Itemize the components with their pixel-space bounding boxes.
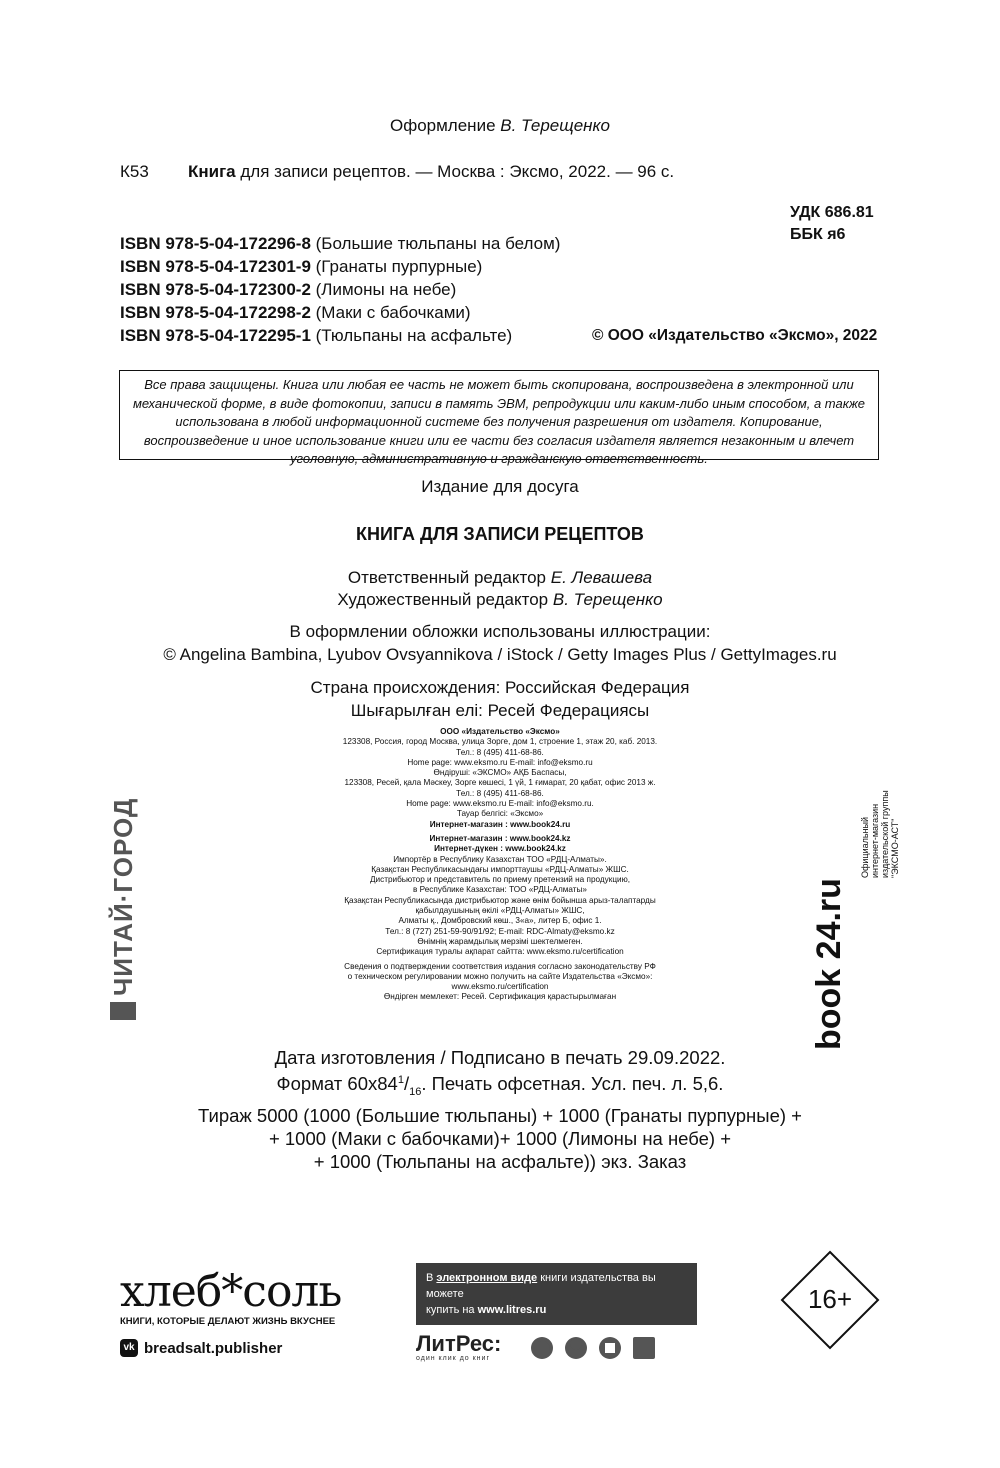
android-icon xyxy=(565,1337,587,1359)
editor-line: Художественный редактор В. Терещенко xyxy=(337,590,663,609)
publisher-info-line: 123308, Ресей, қала Мәскеу, Зорге көшесі, 1 үй, 1 ғимарат, 20 қабат, офис 2013 ж. xyxy=(344,778,656,788)
copyright: © ООО «Издательство «Эксмо», 2022 xyxy=(592,327,878,344)
chitai-gorod-mark-icon xyxy=(110,1002,136,1020)
publisher-info-line: Алматы қ., Домбровский көш., 3«а», литер Б, офис 1. xyxy=(398,916,602,926)
publisher-info-line: Қазақстан Республикасында дистрибьютор және өнім бойынша арыз-талаптарды xyxy=(344,895,656,905)
litres-slogan: один клик до книг xyxy=(416,1355,491,1362)
publisher-info-line: о техническом регулировании можно получить на сайте Издательства «Эксмо»: xyxy=(347,971,653,981)
isbn-line: ISBN 978-5-04-172298-2 (Маки с бабочками) xyxy=(120,303,471,322)
publisher-info-line: Өнімнің жарамдылық мерзімі шектелмеген. xyxy=(417,936,583,946)
publisher-info-line: 123308, Россия, город Москва, улица Зорге, дом 1, строение 1, этаж 20, каб. 2013. xyxy=(342,737,658,747)
book24-logo: book 24.ru xyxy=(810,878,848,1050)
publisher-info-line: Home page: www.eksmo.ru E-mail: info@eksmo.ru. xyxy=(406,799,594,809)
rights-notice: Все права защищены. Книга или любая ее часть не может быть скопирована, воспроизведена в электронной или механической форме, в виде фотокопии, записи в память ЭВМ, репродукции или каким-либо иным способом, а также использована в любой информационной системе без получения разрешения от издателя. Копирование, воспроизведение и иное использование книги или ее части без согласия издателя является незаконным и влечет уголовную, административную и гражданскую ответственность. xyxy=(119,370,879,460)
vk-link[interactable]: vk breadsalt.publisher xyxy=(120,1339,341,1357)
windows-phone-icon xyxy=(599,1337,621,1359)
chitai-gorod-logo: ЧИТАЙ·ГОРОД xyxy=(103,760,143,1020)
publisher-info-line: ООО «Издательство «Эксмо» xyxy=(440,727,560,736)
khleb-sol-logo xyxy=(120,1266,342,1357)
isbn-line: ISBN 978-5-04-172301-9 (Гранаты пурпурные) xyxy=(120,257,483,276)
age-rating-badge: 16+ xyxy=(780,1250,880,1350)
brand-name: хлеб*соль xyxy=(120,1266,342,1317)
publisher-info-line: в Республике Казахстан: ТОО «РДЦ-Алматы» xyxy=(413,885,587,895)
format-line: Формат $60х84^1/_{16}$. Печать офсетная. Усл. печ. л. 5,6. xyxy=(276,1073,724,1098)
book24-note: Официальный интернет-магазин издательской группы "ЭКСМО-АСТ" xyxy=(860,790,900,878)
editor-line: Ответственный редактор Е. Левашева xyxy=(347,568,653,587)
isbn-line: ISBN 978-5-04-172300-2 (Лимоны на небе) xyxy=(120,280,457,299)
edition-type: Издание для досуга xyxy=(421,477,579,496)
publisher-block-3 xyxy=(300,962,700,1003)
publisher-info-line: Импортёр в Республику Казахстан ТОО «РДЦ-Алматы». xyxy=(393,854,607,864)
publisher-info-line: Интернет-дүкен : www.book24.kz xyxy=(434,844,566,854)
isbn-line: ISBN 978-5-04-172296-8 (Большие тюльпаны на белом) xyxy=(120,234,561,253)
publisher-info-line: Өндіруші: «ЭКСМО» АҚБ Баспасы, xyxy=(433,768,567,778)
apple-icon xyxy=(531,1337,553,1359)
publisher-info-line: Дистрибьютор и представитель по приему претензий на продукцию, xyxy=(370,875,630,885)
publisher-info-line: Интернет-магазин : www.book24.kz xyxy=(429,833,571,843)
isbn-line: ISBN 978-5-04-172295-1 (Тюльпаны на асфальте) xyxy=(120,326,513,345)
publisher-info-line: Сведения о подтверждении соответствия издания согласно законодательству РФ xyxy=(344,961,656,971)
bbk-code: ББК я6 xyxy=(790,226,846,243)
book-title: КНИГА ДЛЯ ЗАПИСИ РЕЦЕПТОВ xyxy=(356,524,644,544)
publisher-info-line: Home page: www.eksmo.ru E-mail: info@eksmo.ru xyxy=(407,757,593,767)
publisher-info-line: Тел.: 8 (495) 411-68-86. xyxy=(456,788,544,798)
bibliographic-record: Книга для записи рецептов. — Москва : Эксмо, 2022. — 96 с. xyxy=(188,162,675,181)
country-of-origin: Страна происхождения: Российская Федерация Шығарылған елі: Ресей Федерациясы xyxy=(310,678,690,720)
publisher-info-line: Тауар белгісі: «Эксмо» xyxy=(456,809,544,819)
publisher-info-line: Тел.: 8 (727) 251-59-90/91/92; E-mail: RDC-Almaty@eksmo.kz xyxy=(385,926,615,936)
publisher-info-line: Тел.: 8 (495) 411-68-86. xyxy=(456,747,544,757)
litres-bar: В электронном виде книги издательства вы можете купить на www.litres.ru xyxy=(416,1263,697,1325)
classification xyxy=(790,202,874,246)
publisher-info-line: Қазақстан Республикасындағы импорттаушы «РДЦ-Алматы» ЖШС. xyxy=(371,864,629,874)
publisher-info xyxy=(300,727,700,1003)
publisher-info-line: Өндірген мемлекет: Ресей. Сертификация қарастырылмаған xyxy=(383,992,617,1002)
windows-icon xyxy=(633,1337,655,1359)
publisher-block-2 xyxy=(300,834,700,958)
brand-tagline: КНИГИ, КОТОРЫЕ ДЕЛАЮТ ЖИЗНЬ ВКУСНЕЕ xyxy=(120,1316,336,1327)
litres-brand: ЛитРес: xyxy=(416,1331,502,1356)
litres-banner[interactable] xyxy=(416,1263,697,1362)
publisher-block-1 xyxy=(300,727,700,830)
vk-icon: vk xyxy=(120,1339,138,1357)
publisher-info-line: Сертификация туралы ақпарат сайтта: www.eksmo.ru/certification xyxy=(376,947,624,957)
design-credit: Оформление В. Терещенко xyxy=(390,116,610,135)
isbn-list xyxy=(120,232,560,347)
editors xyxy=(0,567,1000,611)
illustration-credits: В оформлении обложки использованы иллюстрации: © Angelina Bambina, Lyubov Ovsyannikova / iStock / Getty Images Plus / GettyImages.ru xyxy=(163,622,837,664)
udk-code: УДК 686.81 xyxy=(790,204,874,221)
publisher-info-line: қабылдаушының өкілі «РДЦ-Алматы» ЖШС, xyxy=(415,906,585,916)
publisher-info-line: www.eksmo.ru/certification xyxy=(451,982,549,992)
print-imprint: Дата изготовления / Подписано в печать 29.09.2022. Формат $60х84^1/_{16}$. Печать офсетная. Усл. печ. л. 5,6. Тираж 5000 (1000 (Большие тюльпаны) + 1000 (Гранаты пурпурные) + + 1000 (Маки с бабочками)+ 1000 (Лимоны на небе) + + 1000 (Тюльпаны на асфальте)) экз. Заказ xyxy=(0,1046,1000,1173)
publisher-info-line: Интернет-магазин : www.book24.ru xyxy=(429,819,571,829)
catalog-code: К53 xyxy=(120,162,149,181)
